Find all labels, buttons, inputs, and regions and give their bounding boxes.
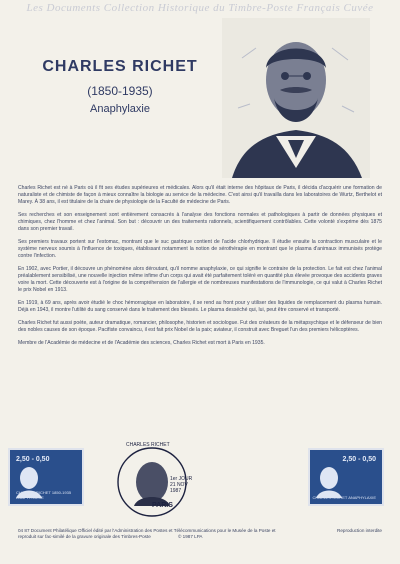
paragraph-6: Charles Richet fut aussi poète, auteur dramatique, romancier, philosophe, historien et sociologue. Fut des créateurs de la métapsychique et le défenseur de bien des nobles causes de son époque. Pacifiste convaincu, il est fait prix Nobel de la paix; aviateur, il construit avec Breguet l'un des premiers hélicoptères. — [18, 320, 382, 333]
stamp-left — [8, 448, 84, 506]
life-dates: (1850-1935) — [87, 84, 153, 98]
paragraph-4: En 1902, avec Portier, il découvre un phénomène alors déroutant, qu'il nomme anaphylaxie, ce qui signifie le contraire de la protection. Le fait est chez l'animal préalablement sensibilisé, une nouvelle injection même infime d'un corps qui avait été parfaitement toléré en quantité plus élevée provoque des accidents graves voire la mort. Cette découverte est à l'origine de la compréhension de l'allergie et de nombreuses manifestations de l'immunologie, ce qui valut à Charles Richet le prix Nobel en 1913. — [18, 266, 382, 293]
footer-publisher: 04 87 Document Philatélique Officiel édité par l'Administration des Postes et Télécommunications pour le Musée de la Poste et reproduit sur fac-similé de la gravure originale des Timbres-Poste — [18, 528, 276, 539]
paragraph-2: Ses recherches et son enseignement sont entièrement consacrés à l'analyse des fonctions normales et pathologiques à partir de données physiques et chimiques, chez l'homme et chez l'animal. Son but : découvrir un des traitements rationnels, scientifiquement contrôlables. Cette volonté s'exprime dès 1875 dans son premier travail. — [18, 212, 382, 232]
first-day-postmark — [112, 440, 192, 522]
footer-notice: Reproduction interdite — [337, 528, 382, 533]
title-block — [20, 58, 220, 115]
portrait-engraving-icon — [222, 18, 370, 178]
footer — [18, 528, 382, 540]
subject-title: Anaphylaxie — [90, 103, 150, 115]
postmark-city: PARIS — [152, 502, 173, 509]
paragraph-1: Charles Richet est né à Paris où il fit ses études supérieures et médicales. Alors qu'il était interne des hôpitaux de Paris, il décida d'acquérir une formation de naturaliste et de chimiste de façon à mieux connaître la biologie au service de la médecine. C'est ainsi qu'il travailla dans les laboratoires de Wurtz, Berthelot et Marey. À 38 ans, il est titulaire de la chaire de physiologie de la Faculté de médecine de Paris. — [18, 185, 382, 205]
stamp-right-label: CHARLES RICHET ANAPHYLAXIE — [312, 495, 376, 500]
paragraph-3: Ses premiers travaux portent sur l'estomac, montrant que le suc gastrique contient de l'acide chlorhydrique. Il étudie ensuite la contraction musculaire et le système nerveux soumis à l'influence de toxiques, établissant notamment la notion de sérothérapie en montrant que le plasma d'animaux immunisés protège contre l'infection. — [18, 239, 382, 259]
postmark-date: 1er JOUR 21 NOV 1987 — [170, 476, 193, 494]
paragraph-5: En 1919, à 69 ans, après avoir étudié le choc hémorragique en laboratoire, il se rend au front pour y utiliser des liquides de remplacement du plasma humain. Déjà en 1943, il montre l'utilité du sang conservé dans le traitement des blessés. Le plasma desséché qui, lui, peut être conservé et transporté. — [18, 300, 382, 313]
stamp-right-value: 2,50 - 0,50 — [342, 456, 376, 463]
person-name: CHARLES RICHET — [42, 58, 198, 75]
stamp-right — [308, 448, 384, 506]
collection-header: Les Documents Collection Historique du Timbre-Poste Français Cuvée — [26, 2, 374, 14]
postmark-name: CHARLES RICHET — [126, 442, 170, 448]
stamp-left-label: CHARLES RICHET 1850-1935 ANAPHYLAXIE — [16, 490, 72, 500]
paragraph-7: Membre de l'Académie de médecine et de l'Académie des sciences, Charles Richet est mort à Paris en 1935. — [18, 340, 265, 346]
biography-text — [18, 185, 382, 353]
stamp-right-portrait-icon — [314, 464, 344, 498]
footer-code: © 1987 LPA — [178, 534, 203, 539]
stamp-left-value: 2,50 - 0,50 — [16, 456, 50, 463]
